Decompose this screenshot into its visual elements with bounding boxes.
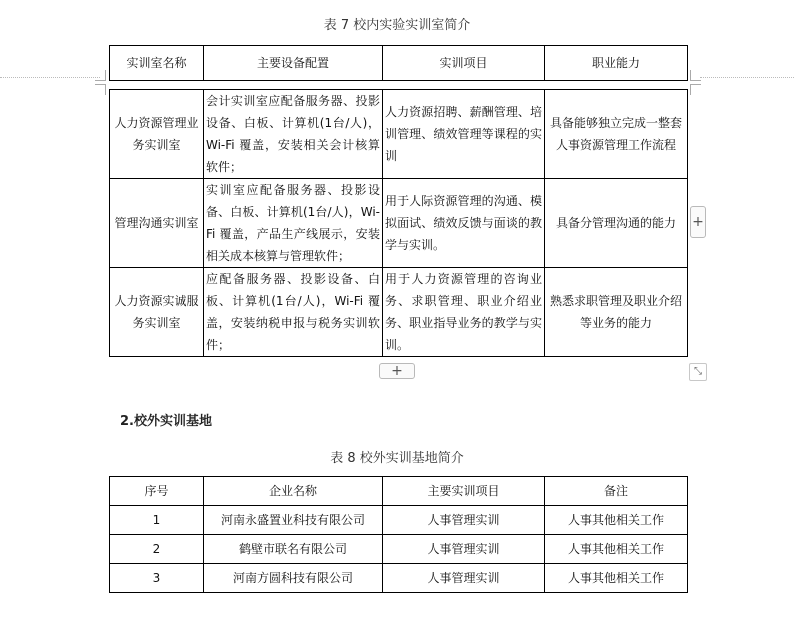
table-row	[110, 268, 688, 357]
equipment-cell[interactable]: 实训室应配备服务器、投影设备、白板、计算机(1台/人)，Wi-Fi 覆盖，产品生产线展示，安装相关成本核算与管理软件；	[204, 179, 383, 268]
project-cell[interactable]: 人事管理实训	[383, 535, 545, 564]
header-cell: 职业能力	[545, 46, 688, 81]
header-cell: 实训项目	[383, 46, 545, 81]
header-cell: 序号	[110, 477, 204, 506]
table-row	[110, 179, 688, 268]
page-corner-mark	[690, 70, 701, 81]
header-cell: 主要实训项目	[383, 477, 545, 506]
page-corner-mark	[95, 70, 106, 81]
table-row	[110, 506, 688, 535]
note-cell[interactable]: 人事其他相关工作	[545, 564, 688, 593]
ability-cell[interactable]: 具备能够独立完成一整套人事资源管理工作流程	[545, 90, 688, 179]
seq-cell[interactable]: 1	[110, 506, 204, 535]
page-corner-mark	[95, 84, 106, 95]
equipment-cell[interactable]: 应配备服务器、投影设备、白板、计算机(1台/人)，Wi-Fi 覆盖，安装纳税申报与税务实训软件；	[204, 268, 383, 357]
header-cell: 企业名称	[204, 477, 383, 506]
section-heading: 2.校外实训基地	[120, 414, 212, 429]
projects-cell[interactable]: 人力资源招聘、薪酬管理、培训管理、绩效管理等课程的实训	[383, 90, 545, 179]
lab-name-cell[interactable]: 人力资源实诚服务实训室	[110, 268, 204, 357]
header-cell: 实训室名称	[110, 46, 204, 81]
lab-name-cell[interactable]: 管理沟通实训室	[110, 179, 204, 268]
page-corner-mark	[690, 84, 701, 95]
add-row-button[interactable]: +	[379, 363, 415, 379]
company-cell[interactable]: 河南永盛置业科技有限公司	[204, 506, 383, 535]
table8-caption: 表 8 校外实训基地简介	[330, 451, 464, 466]
page-break-line-right	[700, 77, 794, 78]
note-cell[interactable]: 人事其他相关工作	[545, 535, 688, 564]
header-cell: 备注	[545, 477, 688, 506]
project-cell[interactable]: 人事管理实训	[383, 564, 545, 593]
seq-cell[interactable]: 3	[110, 564, 204, 593]
table-row	[110, 90, 688, 179]
projects-cell[interactable]: 用于人力资源管理的咨询业务、求职管理、职业介绍业务、职业指导业务的教学与实训。	[383, 268, 545, 357]
note-cell[interactable]: 人事其他相关工作	[545, 506, 688, 535]
ability-cell[interactable]: 具备分管理沟通的能力	[545, 179, 688, 268]
lab-table	[109, 45, 688, 357]
table-row	[110, 564, 688, 593]
add-column-button[interactable]: +	[690, 206, 706, 238]
page-break-gap	[110, 81, 688, 90]
ability-cell[interactable]: 熟悉求职管理及职业介绍等业务的能力	[545, 268, 688, 357]
lab-name-cell[interactable]: 人力资源管理业务实训室	[110, 90, 204, 179]
seq-cell[interactable]: 2	[110, 535, 204, 564]
company-cell[interactable]: 河南方圆科技有限公司	[204, 564, 383, 593]
page-break-line-left	[0, 77, 100, 78]
projects-cell[interactable]: 用于人际资源管理的沟通、模拟面试、绩效反馈与面谈的教学与实训。	[383, 179, 545, 268]
table-resize-handle[interactable]: ⤡	[689, 363, 707, 381]
company-cell[interactable]: 鹤壁市联名有限公司	[204, 535, 383, 564]
project-cell[interactable]: 人事管理实训	[383, 506, 545, 535]
base-table	[109, 476, 688, 593]
header-cell: 主要设备配置	[204, 46, 383, 81]
table-header-row	[110, 477, 688, 506]
table7-caption: 表 7 校内实验实训室简介	[323, 18, 471, 33]
table-header-row	[110, 46, 688, 81]
equipment-cell[interactable]: 会计实训室应配备服务器、投影设备、白板、计算机(1台/人)，Wi-Fi 覆盖，安装相关会计核算软件；	[204, 90, 383, 179]
table-row	[110, 535, 688, 564]
